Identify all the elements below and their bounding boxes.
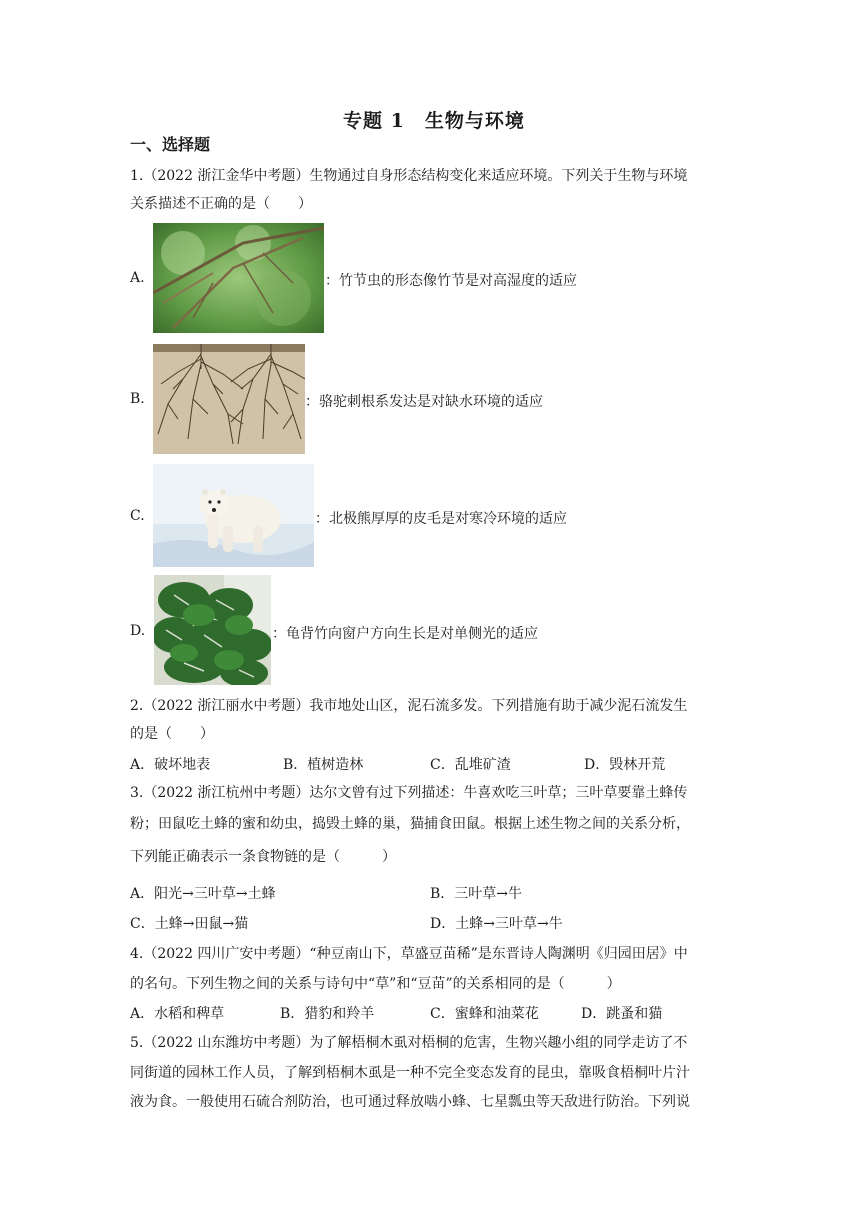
q3-option-a: A．阳光→三叶草→土蜂 [130,886,276,902]
q1-option-b-label: B. [130,391,145,407]
polar-bear-image [153,464,314,567]
q2-option-a: A．破坏地表 [130,757,211,773]
q1-option-c-text: ：北极熊厚厚的皮毛是对寒冷环境的适应 [315,511,567,527]
q3-stem-line1: 3.（2022 浙江杭州中考题）达尔文曾有过下列描述：牛喜欢吃三叶草；三叶草要靠土蜂传 [130,785,688,801]
q1-stem-line1: 1.（2022 浙江金华中考题）生物通过自身形态结构变化来适应环境。下列关于生物与环境 [130,168,688,184]
q1-option-d-label: D. [130,623,146,639]
q1-option-b-text: ：骆驼刺根系发达是对缺水环境的适应 [305,394,543,410]
stick-insect-image [153,223,324,333]
q3-stem-line3: 下列能正确表示一条食物链的是（ ） [130,849,396,865]
q2-option-b: B．植树造林 [283,757,364,773]
q3-option-d: D．土蜂→三叶草→牛 [430,916,563,932]
q1-option-a-label: A. [130,270,145,286]
q1-option-d-text: ：龟背竹向窗户方向生长是对单侧光的适应 [272,626,538,642]
page-title: 专题 1 生物与环境 [343,110,525,132]
q2-option-d: D．毁林开荒 [584,757,666,773]
q4-option-c: C．蜜蜂和油菜花 [430,1006,539,1022]
q5-stem-line2: 同街道的园林工作人员，了解到梧桐木虱是一种不完全变态发育的昆虫，靠吸食梧桐叶片汁 [130,1065,690,1081]
q1-option-c-label: C. [130,508,145,524]
q2-option-c: C．乱堆矿渣 [430,757,511,773]
q4-option-d: D．跳蚤和猫 [581,1006,663,1022]
q3-option-b: B．三叶草→牛 [430,886,523,902]
section-heading: 一、选择题 [130,135,211,154]
q1-option-a-text: ：竹节虫的形态像竹节是对高湿度的适应 [325,273,577,289]
q3-stem-line2: 粉；田鼠吃土蜂的蜜和幼虫，捣毁土蜂的巢，猫捕食田鼠。根据上述生物之间的关系分析， [130,816,690,832]
q2-stem-line2: 的是（ ） [130,726,214,742]
camelthorn-roots-image [153,344,305,454]
q5-stem-line1: 5.（2022 山东潍坊中考题）为了解梧桐木虱对梧桐的危害，生物兴趣小组的同学走访了不 [130,1035,688,1051]
q4-stem-line2: 的名句。下列生物之间的关系与诗句中“草”和“豆苗”的关系相同的是（ ） [130,976,621,992]
q4-option-b: B．猎豹和羚羊 [280,1006,375,1022]
q5-stem-line3: 液为食。一般使用石硫合剂防治，也可通过释放啮小蜂、七星瓢虫等天敌进行防治。下列说 [130,1094,690,1110]
q3-option-c: C．土蜂→田鼠→猫 [130,916,249,932]
q4-stem-line1: 4.（2022 四川广安中考题）“种豆南山下，草盛豆苗稀”是东晋诗人陶渊明《归园田居》中 [130,946,688,962]
q4-option-a: A．水稻和稗草 [130,1006,225,1022]
q2-stem-line1: 2.（2022 浙江丽水中考题）我市地处山区，泥石流多发。下列措施有助于减少泥石流发生 [130,698,688,714]
monstera-image [154,575,271,685]
q1-stem-line2: 关系描述不正确的是（ ） [130,196,312,212]
